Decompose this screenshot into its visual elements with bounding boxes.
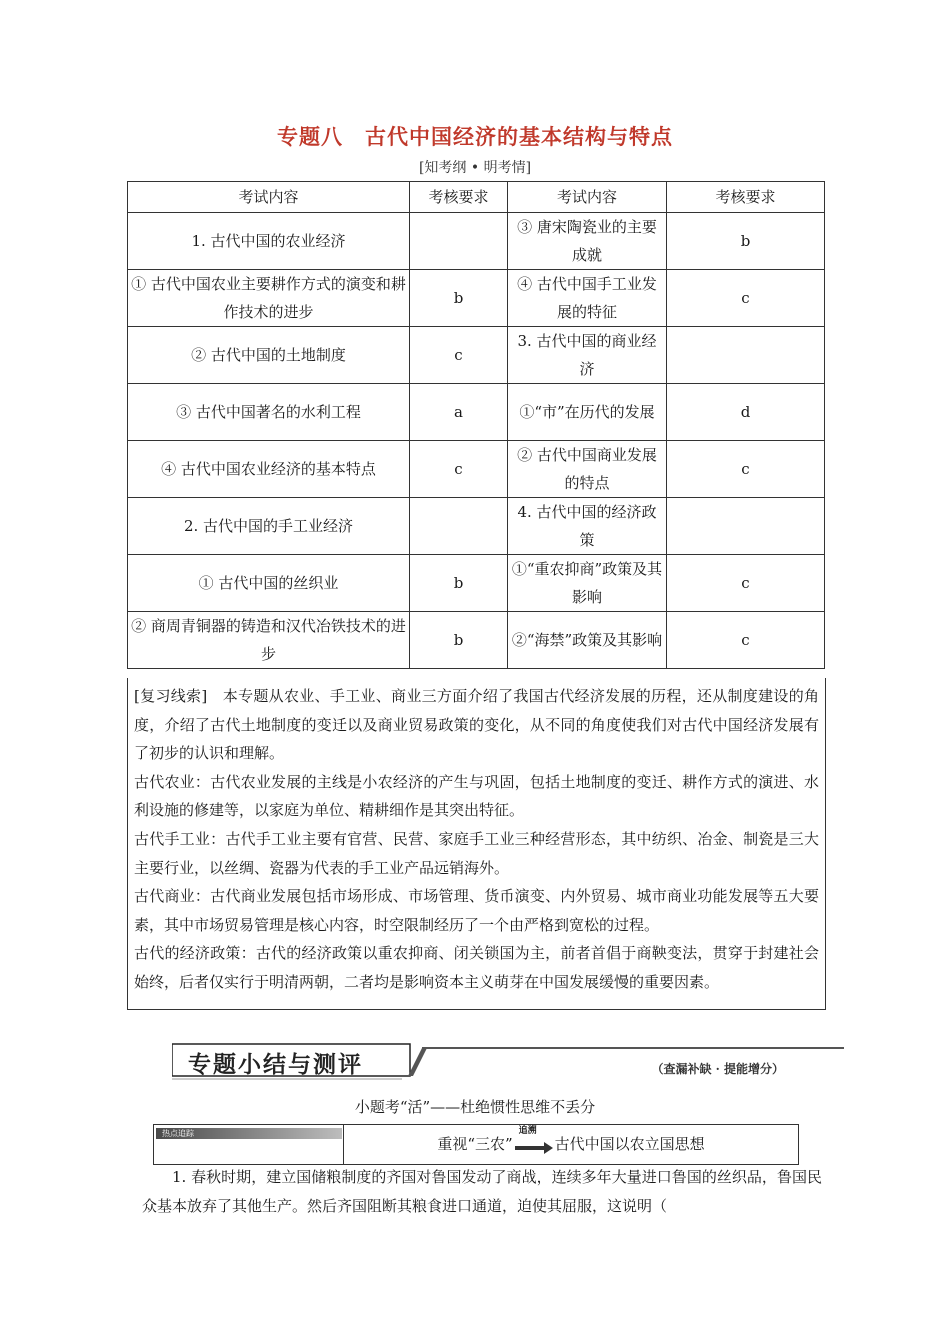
table-cell: b	[410, 555, 508, 612]
review-paragraph: 古代手工业：古代手工业主要有官营、民营、家庭手工业三种经营形态，其中纺织、冶金、制瓷是三大主要行业，以丝绸、瓷器为代表的手工业产品远销海外。	[134, 829, 819, 877]
hot-topic-box	[153, 1124, 799, 1165]
table-cell: c	[667, 612, 825, 669]
hot-topic-text	[344, 1125, 798, 1164]
table-cell: ③ 唐宋陶瓷业的主要成就	[508, 213, 667, 270]
hot-topic-right: 古代中国以农立国思想	[554, 1135, 705, 1153]
review-box	[127, 678, 826, 1010]
hot-topic-tag: 热点追踪	[156, 1128, 342, 1139]
table-cell: c	[410, 441, 508, 498]
review-paragraph: [复习线索] 本专题从农业、手工业、商业三方面介绍了我国古代经济发展的历程，还从制度建设的角度，介绍了古代土地制度的变迁以及商业贸易政策的变化，从不同的角度使我们对古代中国经济发展有了初步的认识和理解。	[134, 687, 819, 763]
table-cell: 4. 古代中国的经济政策	[508, 498, 667, 555]
section-heading: 小题考“活”——杜绝惯性思维不丢分	[354, 1098, 596, 1116]
table-cell: b	[410, 270, 508, 327]
table-cell: ② 古代中国商业发展的特点	[508, 441, 667, 498]
table-cell: ① 古代中国农业主要耕作方式的演变和耕作技术的进步	[128, 270, 410, 327]
table-row	[128, 327, 825, 384]
table-cell: c	[667, 441, 825, 498]
table-cell: 2. 古代中国的手工业经济	[128, 498, 410, 555]
arrow-label: 追溯	[518, 1126, 537, 1136]
table-cell: ② 古代中国的土地制度	[128, 327, 410, 384]
review-paragraph: 古代农业：古代农业发展的主线是小农经济的产生与巩固，包括土地制度的变迁、耕作方式的演进、水利设施的修建等，以家庭为单位、精耕细作是其突出特征。	[134, 772, 819, 820]
table-cell: 1. 古代中国的农业经济	[128, 213, 410, 270]
table-header-cell: 考核要求	[667, 182, 825, 213]
table-cell	[667, 327, 825, 384]
table-cell: a	[410, 384, 508, 441]
banner-title: 专题小结与测评	[188, 1052, 363, 1078]
table-cell	[410, 498, 508, 555]
section-banner	[172, 1042, 844, 1082]
table-cell: ③ 古代中国著名的水利工程	[128, 384, 410, 441]
table-row	[128, 270, 825, 327]
table-cell: ④ 古代中国手工业发展的特征	[508, 270, 667, 327]
hot-topic-left: 重视“三农”	[437, 1135, 513, 1153]
table-cell: ④ 古代中国农业经济的基本特点	[128, 441, 410, 498]
table-row	[128, 384, 825, 441]
table-cell: ① 古代中国的丝织业	[128, 555, 410, 612]
table-header-cell: 考试内容	[128, 182, 410, 213]
table-header-row	[128, 182, 825, 213]
table-cell: c	[667, 555, 825, 612]
page-subtitle: [知考纲 • 明考情]	[418, 160, 532, 176]
table-row	[128, 555, 825, 612]
table-cell: ②“海禁”政策及其影响	[508, 612, 667, 669]
table-cell: ①“市”在历代的发展	[508, 384, 667, 441]
table-cell: d	[667, 384, 825, 441]
question-text: 1. 春秋时期，建立国储粮制度的齐国对鲁国发动了商战，连续多年大量进口鲁国的丝织品，鲁国民众基本放弃了其他生产。然后齐国阻断其粮食进口通道，迫使其屈服，这说明（	[142, 1168, 822, 1215]
question-1	[142, 1163, 822, 1221]
review-paragraph: 古代的经济政策：古代的经济政策以重农抑商、闭关锁国为主，前者首倡于商鞅变法，贯穿于封建社会始终，后者仅实行于明清两朝，二者均是影响资本主义萌芽在中国发展缓慢的重要因素。	[134, 944, 819, 991]
page-title: 专题八 古代中国经济的基本结构与特点	[277, 125, 673, 149]
table-cell	[410, 213, 508, 270]
arrow-icon	[515, 1126, 553, 1155]
table-cell: 3. 古代中国的商业经济	[508, 327, 667, 384]
table-cell: ①“重农抑商”政策及其影响	[508, 555, 667, 612]
table-row	[128, 498, 825, 555]
table-cell: b	[667, 213, 825, 270]
banner-subtitle: （查漏补缺 · 提能增分）	[651, 1062, 784, 1076]
table-cell	[667, 498, 825, 555]
review-paragraph: 古代商业：古代商业发展包括市场形成、市场管理、货币演变、内外贸易、城市商业功能发展等五大要素，其中市场贸易管理是核心内容，时空限制经历了一个由严格到宽松的过程。	[134, 887, 819, 934]
table-cell: c	[667, 270, 825, 327]
table-cell: ② 商周青铜器的铸造和汉代冶铁技术的进步	[128, 612, 410, 669]
table-header-cell: 考核要求	[410, 182, 508, 213]
table-header-cell: 考试内容	[508, 182, 667, 213]
table-cell: b	[410, 612, 508, 669]
exam-requirements-table	[127, 181, 825, 669]
table-row	[128, 213, 825, 270]
table-row	[128, 612, 825, 669]
table-row	[128, 441, 825, 498]
table-cell: c	[410, 327, 508, 384]
